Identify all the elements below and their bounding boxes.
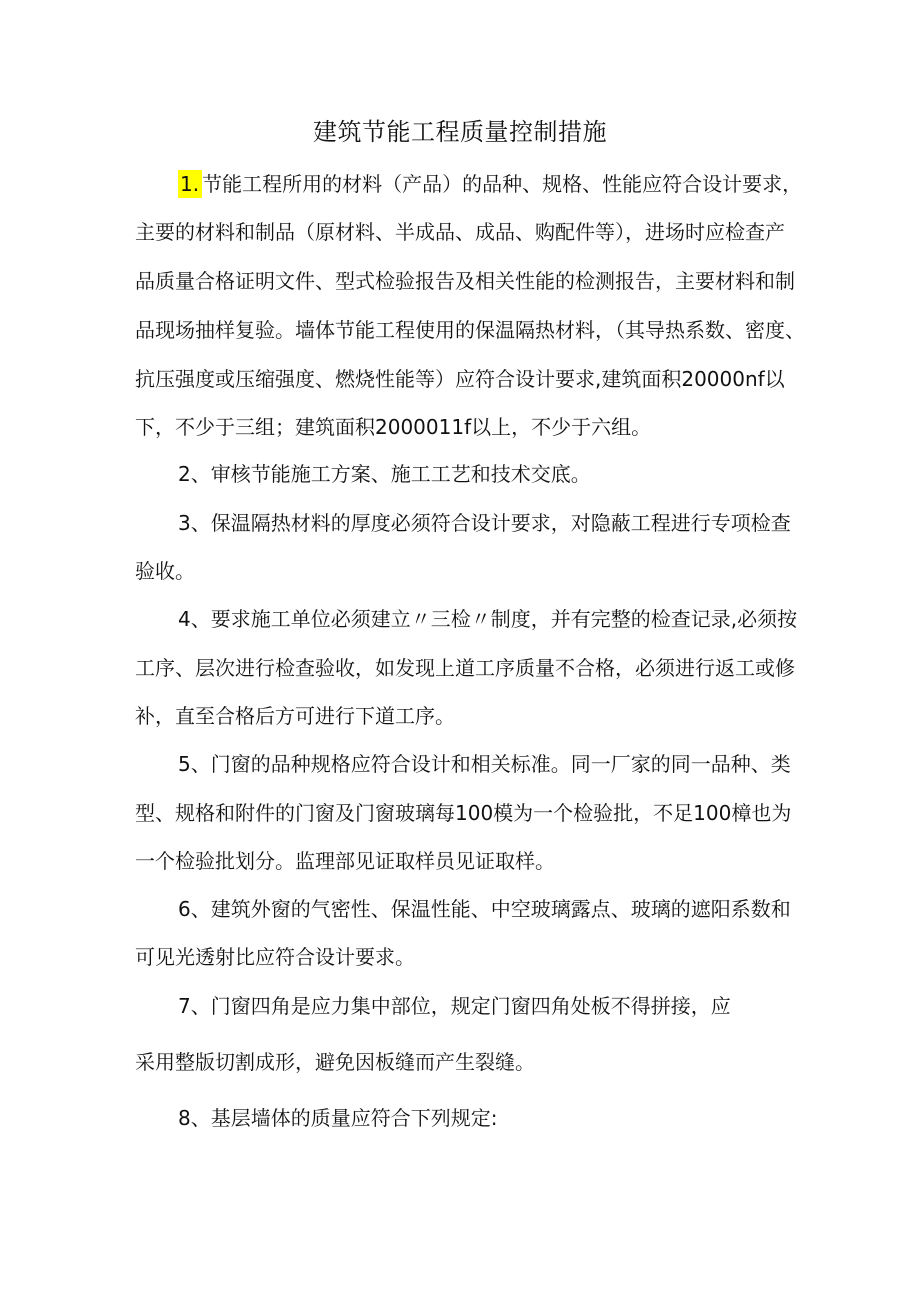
item-5-line-2: 型、规格和附件的门窗及门窗玻璃每100模为一个检验批，不足100樟也为 [135,801,792,825]
item-4-line-1: 4、要求施工单位必须建立〃三检〃制度，并有完整的检查记录,必须按 [178,607,798,631]
item-7-line-2: 采用整版切割成形，避免因板缝而产生裂缝。 [135,1050,535,1074]
item-1-line-3: 品质量合格证明文件、型式检验报告及相关性能的检测报告，主要材料和制 [135,269,795,293]
item-5-line-1: 5、门窗的品种规格应符合设计和相关标准。同一厂家的同一品种、类 [178,752,791,776]
item-4-line-3: 补，直至合格后方可进行下道工序。 [135,704,455,728]
item-2-line-1: 2、审核节能施工方案、施工工艺和技术交底。 [178,462,591,486]
item-8-line-1: 8、基层墙体的质量应符合下列规定: [178,1106,498,1130]
item-5-line-3: 一个检验批划分。监理部见证取样员见证取样。 [135,849,555,873]
item-3-line-1: 3、保温隔热材料的厚度必须符合设计要求，对隐蔽工程进行专项检查 [178,511,791,535]
item-1-line-6: 下，不少于三组；建筑面积2000011f以上，不少于六组。 [135,415,652,439]
item-1-line-1 [178,166,802,202]
item-3-line-2: 验收。 [135,559,195,583]
item-1-line-5: 抗压强度或压缩强度、燃烧性能等）应符合设计要求,建筑面积20000nf以 [135,367,785,391]
item-1-number-highlight: 1. [178,170,202,198]
item-6-line-1: 6、建筑外窗的气密性、保温性能、中空玻璃露点、玻璃的遮阳系数和 [178,897,791,921]
item-6-line-2: 可见光透射比应符合设计要求。 [135,945,415,969]
item-1-text: 节能工程所用的材料（产品）的品种、规格、性能应符合设计要求， [202,172,803,196]
item-1-line-4: 品现场抽样复验。墙体节能工程使用的保温隔热材料，（其导热系数、密度、 [135,318,805,342]
item-7-line-1: 7、门窗四角是应力集中部位，规定门窗四角处板不得拼接，应 [178,994,731,1018]
document-title: 建筑节能工程质量控制措施 [313,118,607,146]
item-4-line-2: 工序、层次进行检查验收，如发现上道工序质量不合格，必须进行返工或修 [135,656,795,680]
item-1-line-2: 主要的材料和制品（原材料、半成品、成品、购配件等），进场时应检查产 [135,220,785,244]
